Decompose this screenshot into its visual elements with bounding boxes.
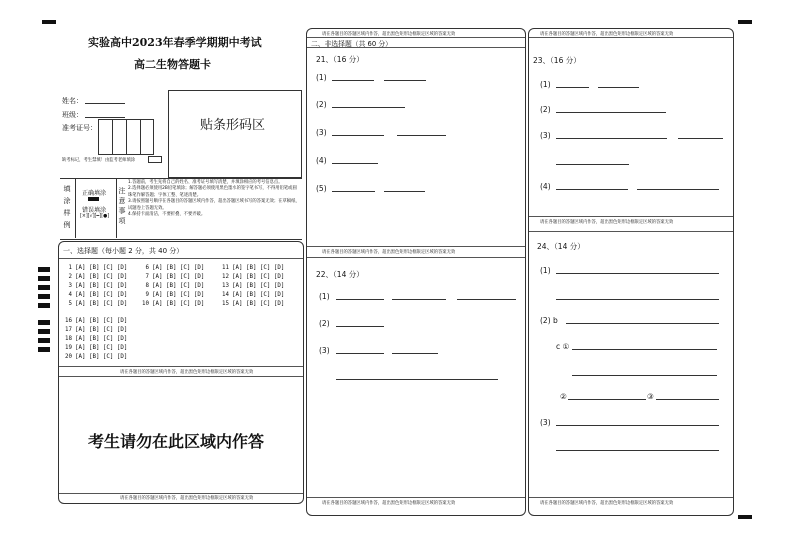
choice-row: 5 [A] [B] [C] [D] (68, 301, 128, 307)
sheet-subtitle: 高二生物答题卡 (134, 58, 211, 71)
q24-part1: (1) (540, 266, 551, 275)
answer-line[interactable] (556, 189, 628, 190)
boundary-note: 请在各题目的答题区域内作答，超出黑色矩形边框限定区域的答案无效 (322, 32, 456, 37)
choice-row: 4 [A] [B] [C] [D] (68, 292, 128, 298)
answer-line[interactable] (336, 353, 384, 354)
answer-line[interactable] (384, 191, 425, 192)
choice-header: 一、选择题（每小题 2 分，共 40 分） (63, 247, 184, 255)
class-label: 班级： (62, 111, 83, 119)
boundary-note: 请在各题目的答题区域内作答，超出黑色矩形边框限定区域的答案无效 (322, 250, 456, 255)
answer-line[interactable] (556, 425, 719, 426)
name-field[interactable] (85, 103, 125, 104)
q21-part3: (3) (316, 128, 327, 137)
barcode-label: 贴条形码区 (200, 118, 266, 133)
choice-row: 2 [A] [B] [C] [D] (68, 274, 128, 280)
choice-row: 16 [A] [B] [C] [D] (65, 318, 128, 324)
choice-row: 14 [A] [B] [C] [D] (222, 292, 285, 298)
q23-title: 23、（16 分） (533, 56, 581, 65)
answer-line[interactable] (556, 87, 589, 88)
note-line: 3.请按照题号顺序在各题目的答题区域内作答，超出答题区域书写的答案无效；在草稿纸、试题卷上答题无效。 (128, 199, 300, 211)
absent-note: 缺考标记，考生禁填！由监考老师填涂 (62, 158, 136, 163)
q22-part1: (1) (319, 292, 330, 301)
answer-line[interactable] (556, 299, 719, 300)
boundary-note: 请在各题目的答题区域内作答，超出黑色矩形边框限定区域的答案无效 (322, 501, 456, 506)
answer-line[interactable] (637, 189, 719, 190)
q23-part1: (1) (540, 80, 551, 89)
q22-part3: (3) (319, 346, 330, 355)
choice-row: 17 [A] [B] [C] [D] (65, 327, 128, 333)
q21-part5: (5) (316, 184, 327, 193)
no-answer-zone-label: 考生请勿在此区域内作答 (88, 432, 265, 451)
choice-row: 13 [A] [B] [C] [D] (222, 283, 285, 289)
q24-part2: (2) b (540, 316, 558, 325)
answer-line[interactable] (556, 273, 719, 274)
choice-row: 10 [A] [B] [C] [D] (142, 301, 205, 307)
absent-checkbox[interactable] (148, 156, 162, 163)
choice-row: 18 [A] [B] [C] [D] (65, 336, 128, 342)
q21-part1: (1) (316, 73, 327, 82)
registration-mark-top-right (738, 20, 752, 24)
right-panel (528, 28, 734, 516)
answer-line[interactable] (392, 353, 438, 354)
answer-line[interactable] (598, 87, 639, 88)
q21-part2: (2) (316, 100, 327, 109)
q24-part2-c1: c ① (556, 342, 570, 351)
q24-part2-c2: ② (560, 392, 567, 401)
answer-line[interactable] (336, 379, 498, 380)
notes-divider (116, 178, 117, 238)
answer-line[interactable] (656, 399, 719, 400)
exam-id-label: 准考证号： (62, 124, 97, 132)
wrong-fill-marks: [×][√][━][●] (80, 214, 110, 219)
q23-part3: (3) (540, 131, 551, 140)
wrong-fill-label: 错误填涂 (82, 207, 107, 214)
answer-line[interactable] (332, 107, 405, 108)
answer-line[interactable] (556, 112, 666, 113)
q22-title: 22、（14 分） (316, 270, 364, 279)
choice-row: 9 [A] [B] [C] [D] (145, 292, 205, 298)
choice-row: 6 [A] [B] [C] [D] (145, 265, 205, 271)
choice-row: 11 [A] [B] [C] [D] (222, 265, 285, 271)
name-label: 姓名： (62, 97, 83, 105)
q23-part2: (2) (540, 105, 551, 114)
answer-line[interactable] (568, 399, 646, 400)
barcode-area (168, 90, 302, 178)
section2-header: 二、非选择题（共 60 分） (311, 40, 392, 48)
q24-title: 24、（14 分） (537, 242, 585, 251)
answer-line[interactable] (556, 138, 667, 139)
answer-line[interactable] (397, 135, 446, 136)
note-line: 2.选择题必须使用2B铅笔填涂；解答题必须使用黑色墨水的签字笔书写，不得用铅笔或圆珠笔作解答题；字体工整、笔迹清楚。 (128, 186, 297, 198)
registration-mark-top-left (42, 20, 56, 24)
boundary-note: 请在各题目的答题区域内作答，超出黑色矩形边框限定区域的答案无效 (540, 501, 674, 506)
q21-part4: (4) (316, 156, 327, 165)
choice-row: 3 [A] [B] [C] [D] (68, 283, 128, 289)
boundary-note: 请在各题目的答题区域内作答，超出黑色矩形边框限定区域的答案无效 (120, 370, 254, 375)
correct-fill-label: 正确填涂 (82, 190, 107, 197)
answer-line[interactable] (678, 138, 723, 139)
answer-line[interactable] (336, 299, 384, 300)
answer-line[interactable] (332, 135, 384, 136)
answer-line[interactable] (566, 323, 719, 324)
answer-line[interactable] (572, 375, 717, 376)
class-field[interactable] (85, 117, 125, 118)
boundary-note: 请在各题目的答题区域内作答，超出黑色矩形边框限定区域的答案无效 (540, 32, 674, 37)
answer-line[interactable] (332, 191, 375, 192)
correct-fill-swatch (88, 197, 99, 201)
answer-line[interactable] (457, 299, 516, 300)
exam-title: 实验高中2023年春季学期期中考试 (88, 36, 262, 49)
choice-row: 8 [A] [B] [C] [D] (145, 283, 205, 289)
exam-id-boxes[interactable] (98, 119, 154, 155)
q24-part3: (3) (540, 418, 551, 427)
answer-line[interactable] (392, 299, 446, 300)
answer-line[interactable] (332, 163, 378, 164)
choice-row: 20 [A] [B] [C] [D] (65, 354, 128, 360)
answer-line[interactable] (332, 80, 374, 81)
answer-line[interactable] (384, 80, 426, 81)
registration-mark-bottom-right (738, 515, 752, 519)
answer-line[interactable] (336, 326, 384, 327)
boundary-note: 请在各题目的答题区域内作答，超出黑色矩形边框限定区域的答案无效 (120, 496, 254, 501)
choice-row: 19 [A] [B] [C] [D] (65, 345, 128, 351)
q21-title: 21、（16 分） (316, 55, 364, 64)
q24-part2-c3: ③ (647, 392, 654, 401)
answer-line[interactable] (572, 349, 717, 350)
notes-text (128, 180, 300, 218)
choice-row: 12 [A] [B] [C] [D] (222, 274, 285, 280)
choice-row: 7 [A] [B] [C] [D] (145, 274, 205, 280)
fill-example-divider (75, 178, 76, 238)
answer-line[interactable] (556, 164, 629, 165)
boundary-note: 请在各题目的答题区域内作答，超出黑色矩形边框限定区域的答案无效 (540, 220, 674, 225)
choice-row: 15 [A] [B] [C] [D] (222, 301, 285, 307)
note-line: 4.保持卡面清洁，不要折叠、不要弄破。 (128, 212, 206, 218)
choice-row: 1 [A] [B] [C] [D] (68, 265, 128, 271)
answer-line[interactable] (556, 450, 719, 451)
q23-part4: (4) (540, 182, 551, 191)
q22-part2: (2) (319, 319, 330, 328)
note-line: 1.答题前，考生先将自己的姓名、准考证号填写清楚，并填涂相应的考号信息点。 (128, 180, 283, 185)
